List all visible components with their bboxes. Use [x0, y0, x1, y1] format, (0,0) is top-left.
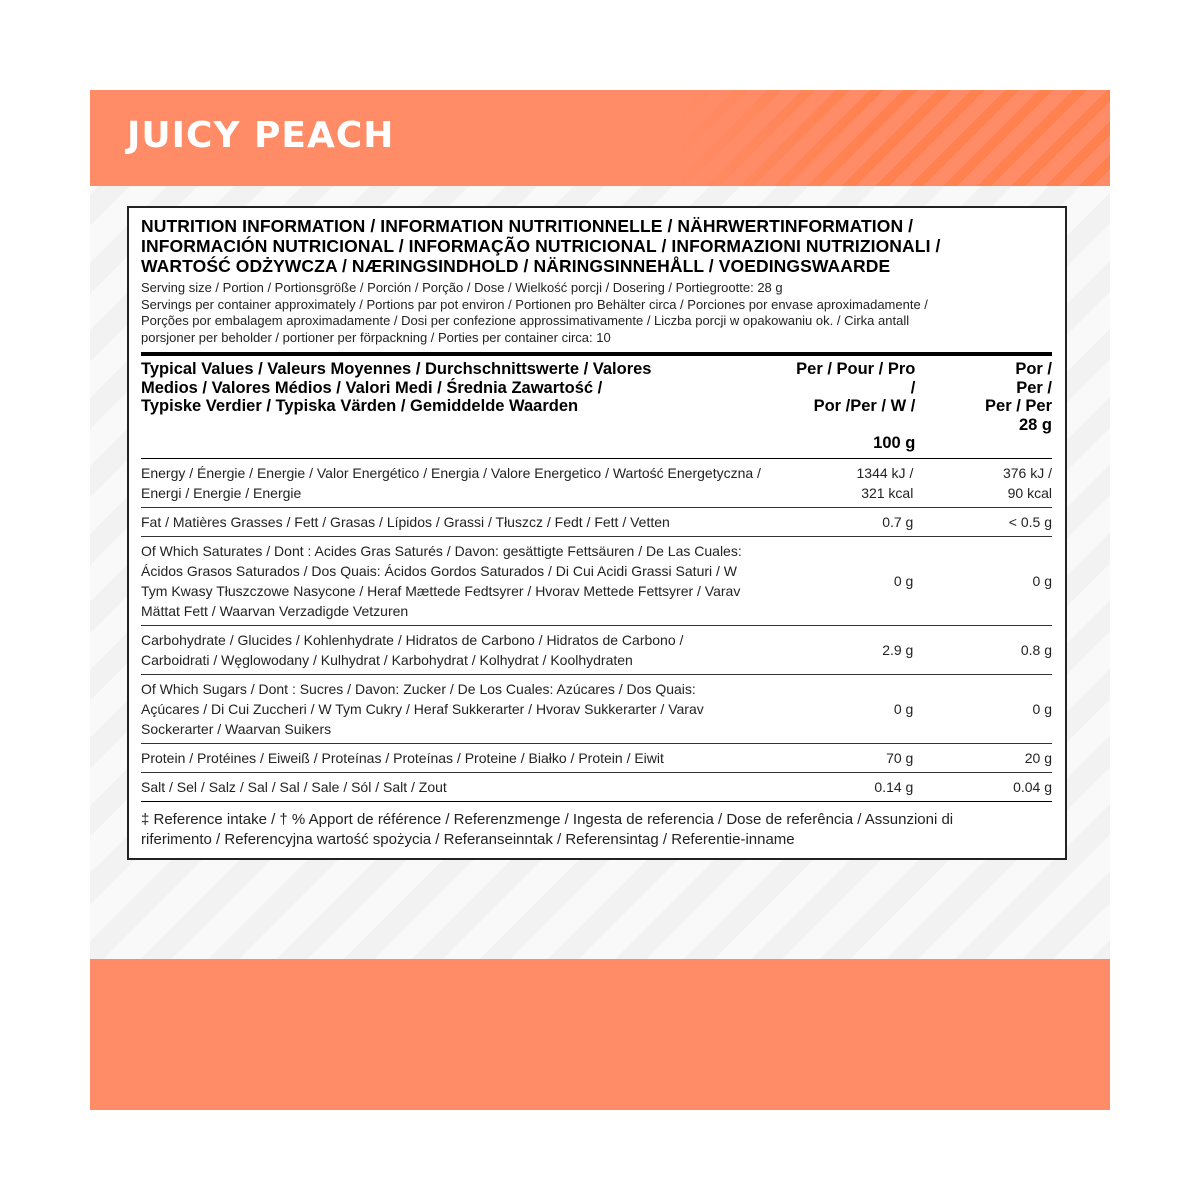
nutrient-line: Energy / Énergie / Energie / Valor Energético / Energia / Valore Energetico / Wartość Energetyczna / — [141, 464, 761, 481]
value-per-28g: 0.04 g — [915, 772, 1052, 801]
title-line: NUTRITION INFORMATION / INFORMATION NUTRITIONNELLE / NÄHRWERTINFORMATION / — [141, 216, 914, 236]
header-line: Typiske Verdier / Typiska Värden / Gemiddelde Waarden — [141, 397, 579, 415]
nutrition-label-title — [141, 216, 1052, 276]
serving-info — [141, 280, 1052, 352]
value-per-100g: 0 g — [788, 536, 916, 625]
header-line: Medios / Valores Médios / Valori Medi / Średnia Zawartość / — [141, 378, 603, 397]
nutrient-line: Protein / Protéines / Eiweiß / Proteínas / Proteínas / Proteine / Białko / Protein / Eiwit — [141, 749, 664, 766]
table-row-sugars — [141, 674, 1052, 743]
header-per-100g — [788, 354, 916, 458]
nutrition-table — [141, 352, 1052, 802]
value-per-100g: 70 g — [788, 743, 916, 772]
reference-intake-footnote — [141, 810, 1052, 850]
table-row-saturates — [141, 536, 1052, 625]
header-line: 28 g — [1018, 415, 1052, 434]
table-row-fat — [141, 507, 1052, 536]
nutrient-name — [141, 458, 788, 507]
header-line: Typical Values / Valeurs Moyennes / Durchschnittswerte / Valores — [141, 360, 652, 378]
nutrient-name — [141, 507, 788, 536]
nutrition-label — [127, 206, 1067, 860]
table-row-carbohydrate — [141, 625, 1052, 674]
footnote-line: ‡ Reference intake / † % Apport de référence / Referenzmenge / Ingesta de referencia / Dose de referência / Assunzioni di — [141, 810, 954, 828]
value-per-100g: 0.7 g — [788, 507, 916, 536]
product-panel — [90, 90, 1110, 1110]
nutrient-line: Sockerarter / Waarvan Suikers — [141, 720, 332, 737]
title-line: INFORMACIÓN NUTRICIONAL / INFORMAÇÃO NUTRICIONAL / INFORMAZIONI NUTRIZIONALI / — [141, 236, 941, 256]
footnote-line: riferimento / Referencyjna wartość spożycia / Referanseinntak / Referensintag / Referentie-inname — [141, 830, 795, 848]
table-row-energy — [141, 458, 1052, 507]
value-per-100g — [788, 458, 916, 507]
nutrient-name — [141, 772, 788, 801]
value-per-28g: 0 g — [915, 674, 1052, 743]
nutrient-name — [141, 625, 788, 674]
value-per-100g: 2.9 g — [788, 625, 916, 674]
value-line: 376 kJ / — [1002, 464, 1052, 481]
bottom-color-band — [90, 959, 1110, 1110]
nutrient-name — [141, 743, 788, 772]
flavor-title: JUICY PEACH — [127, 115, 395, 156]
value-line: 321 kcal — [861, 484, 914, 501]
nutrient-line: Fat / Matières Grasses / Fett / Grasas / Lípidos / Grassi / Tłuszcz / Fedt / Fett / Vetten — [141, 513, 670, 530]
value-per-28g: < 0.5 g — [915, 507, 1052, 536]
flavor-banner — [90, 90, 1110, 186]
header-typical-values — [141, 354, 788, 458]
serving-line: Serving size / Portion / Portionsgröße / Porción / Porção / Dose / Wielkość porcji / Dosering / Portiegrootte: 28 g — [141, 280, 783, 295]
table-row-protein — [141, 743, 1052, 772]
nutrient-name — [141, 536, 788, 625]
nutrient-line: Carbohydrate / Glucides / Kohlenhydrate / Hidratos de Carbono / Hidratos de Carbono / — [141, 631, 684, 648]
nutrient-line: Of Which Saturates / Dont : Acides Gras Saturés / Davon: gesättigte Fettsäuren / De Las Cuales: — [141, 542, 742, 559]
nutrient-line: Of Which Sugars / Dont : Sucres / Davon: Zucker / De Los Cuales: Azúcares / Dos Quais: — [141, 680, 696, 697]
header-line: 100 g — [873, 434, 916, 452]
nutrient-name — [141, 674, 788, 743]
header-line: Por /Per / W / — [813, 397, 916, 415]
header-line — [788, 416, 916, 435]
value-per-28g: 20 g — [915, 743, 1052, 772]
nutrient-line: Salt / Sel / Salz / Sal / Sal / Sale / Sól / Salt / Zout — [141, 778, 447, 795]
value-per-100g: 0 g — [788, 674, 916, 743]
nutrient-line: Energi / Energie / Energie — [141, 484, 302, 501]
nutrient-line: Tym Kwasy Tłuszczowe Nasycone / Heraf Mættede Fedtsyrer / Hvorav Mettede Fettsyrer / Varav — [141, 582, 741, 599]
banner-stripes-decoration — [680, 90, 1110, 186]
value-per-28g: 0 g — [915, 536, 1052, 625]
serving-line: porsjoner per beholder / portioner per förpackning / Porties per container circa: 10 — [141, 329, 611, 345]
title-line: WARTOŚĆ ODŻYWCZA / NÆRINGSINDHOLD / NÄRINGSINNEHÅLL / VOEDINGSWAARDE — [141, 256, 891, 276]
header-line: Per / Per — [985, 397, 1052, 415]
serving-line: Porções por embalagem aproximadamente / Dosi per confezione approssimativamente / Liczba porcji w opakowaniu ok. / Cirka antall — [141, 313, 910, 328]
value-per-28g — [915, 458, 1052, 507]
nutrient-line: Açúcares / Di Cui Zuccheri / W Tym Cukry / Heraf Sukkerarter / Hvorav Sukkerarter / Varav — [141, 700, 704, 717]
value-per-28g: 0.8 g — [915, 625, 1052, 674]
table-header-row — [141, 354, 1052, 458]
value-line: 1344 kJ / — [856, 464, 914, 481]
header-line: Por / — [1015, 360, 1052, 378]
nutrient-line: Carboidrati / Węglowodany / Kulhydrat / Karbohydrat / Kolhydrat / Koolhydraten — [141, 651, 633, 668]
table-row-salt — [141, 772, 1052, 801]
value-line: 90 kcal — [1007, 484, 1052, 501]
serving-line: Servings per container approximately / Portions par pot environ / Portionen pro Behälter circa / Porciones por envase aproximadamente / — [141, 296, 928, 312]
header-line: Per / — [1016, 378, 1052, 397]
nutrient-line: Ácidos Grasos Saturados / Dos Quais: Ácidos Gordos Saturados / Di Cui Acidi Grassi Saturi / W — [141, 562, 738, 579]
value-per-100g: 0.14 g — [788, 772, 916, 801]
header-per-28g — [915, 354, 1052, 458]
header-line: Per / Pour / Pro / — [796, 360, 916, 397]
nutrient-line: Mättat Fett / Waarvan Verzadigde Vetzuren — [141, 602, 409, 619]
